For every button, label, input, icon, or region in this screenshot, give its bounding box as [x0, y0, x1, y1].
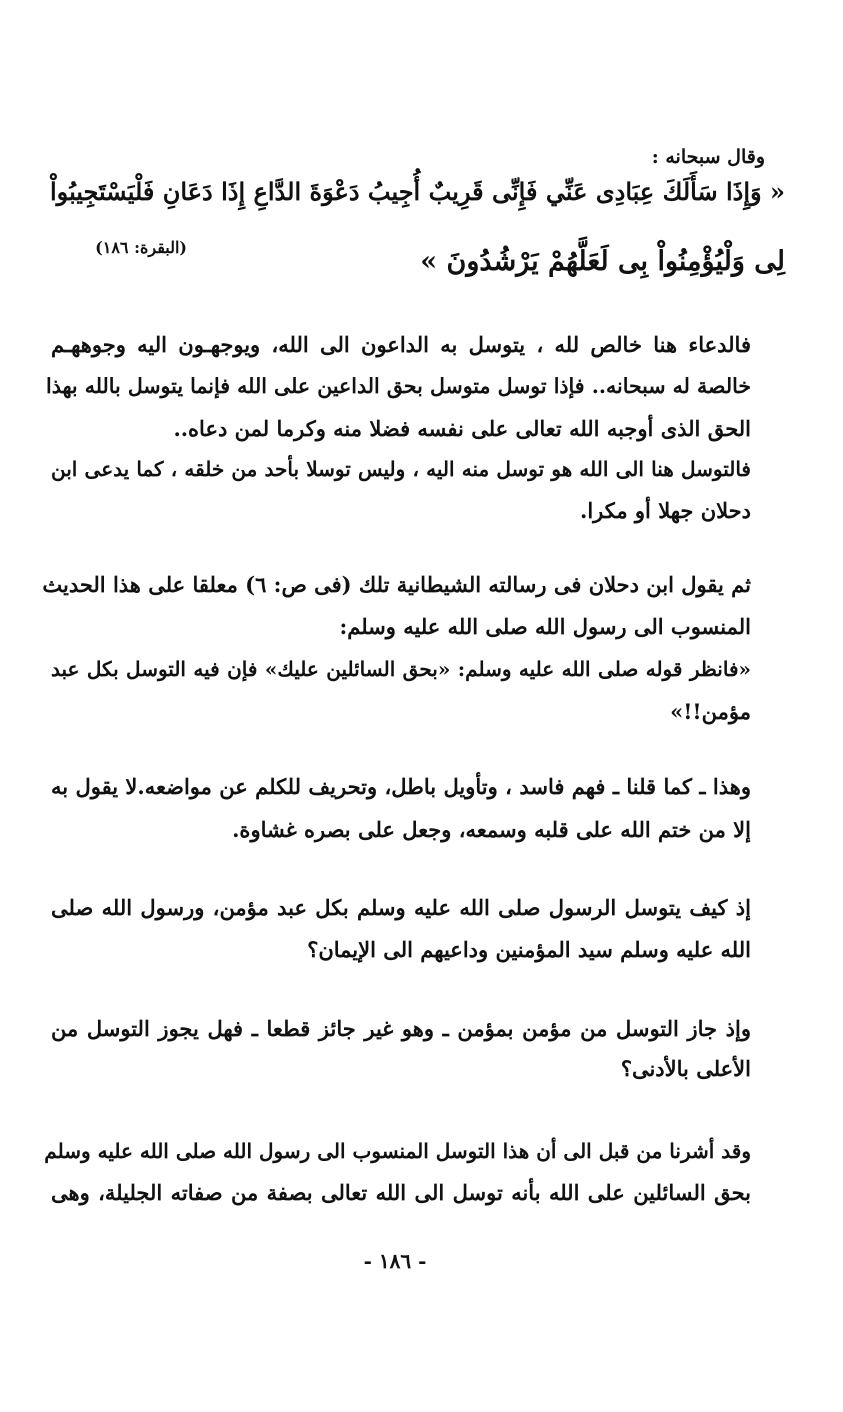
paragraph-line: إذ كيف يتوسل الرسول صلى الله عليه وسلم بكل عبد مؤمن، ورسول الله صلى [51, 895, 751, 920]
paragraph-line: وقد أشرنا من قبل الى أن هذا التوسل المنسوب الى رسول الله صلى الله عليه وسلم [44, 1139, 751, 1163]
verse-reference: (البقرة: ١٨٦) [95, 238, 187, 257]
paragraph-line: ثم يقول ابن دحلان فى رسالته الشيطانية تلك (فى ص: ٦) معلقا على هذا الحديث [42, 572, 751, 597]
paragraph-line: الأعلى بالأدنى؟ [620, 1056, 751, 1081]
paragraph-line: فالدعاء هنا خالص لله ، يتوسل به الداعون الى الله، ويوجهـون اليه وجوههـم [51, 332, 751, 357]
page-number: - ١٨٦ - [363, 1249, 427, 1273]
paragraph-line: إلا من ختم الله على قلبه وسمعه، وجعل على بصره غشاوة. [232, 817, 751, 842]
paragraph-line: فالتوسل هنا الى الله هو توسل منه اليه ، وليس توسلا بأحد من خلقه ، كما يدعى ابن [51, 457, 751, 481]
paragraph-line: مؤمن!!» [670, 699, 751, 724]
paragraph-line: وإذ جاز التوسل من مؤمن بمؤمن ـ وهو غير جائز قطعا ـ فهل يجوز التوسل من [51, 1016, 751, 1041]
paragraph-line: «فانظر قوله صلى الله عليه وسلم: «بحق السائلين عليك» فإن فيه التوسل بكل عبد [51, 657, 751, 681]
paragraph-line: خالصة له سبحانه.. فإذا توسل متوسل بحق الداعين على الله فإنما يتوسل بالله بهذا [46, 374, 751, 398]
paragraph-line: بحق السائلين على الله بأنه توسل الى الله تعالى بصفة من صفاته الجليلة، وهى [51, 1180, 751, 1205]
paragraph-line: المنسوب الى رسول الله صلى الله عليه وسلم: [339, 614, 751, 639]
paragraph-line: الله عليه وسلم سيد المؤمنين وداعيهم الى الإيمان؟ [307, 937, 751, 962]
paragraph-line: دحلان جهلا أو مكرا. [580, 498, 751, 523]
intro-text: وقال سبحانه : [651, 146, 765, 168]
paragraph-line: الحق الذى أوجبه الله تعالى على نفسه فضلا منه وكرما لمن دعاه.. [173, 416, 751, 441]
paragraph-line: وهذا ـ كما قلنا ـ فهم فاسد ، وتأويل باطل، وتحريف للكلم عن مواضعه.لا يقول به [51, 774, 751, 799]
quran-verse-line-1: « وَإِذَا سَأَلَكَ عِبَادِى عَنِّي فَإِنِّى قَرِيبٌ أُجِيبُ دَعْوَةَ الدَّاعِ إِذَا دَعَانِ فَلْيَسْتَجِيبُواْ [50, 177, 785, 206]
quran-verse-line-2: لِى وَلْيُؤْمِنُواْ بِى لَعَلَّهُمْ يَرْشُدُونَ » [420, 246, 785, 277]
